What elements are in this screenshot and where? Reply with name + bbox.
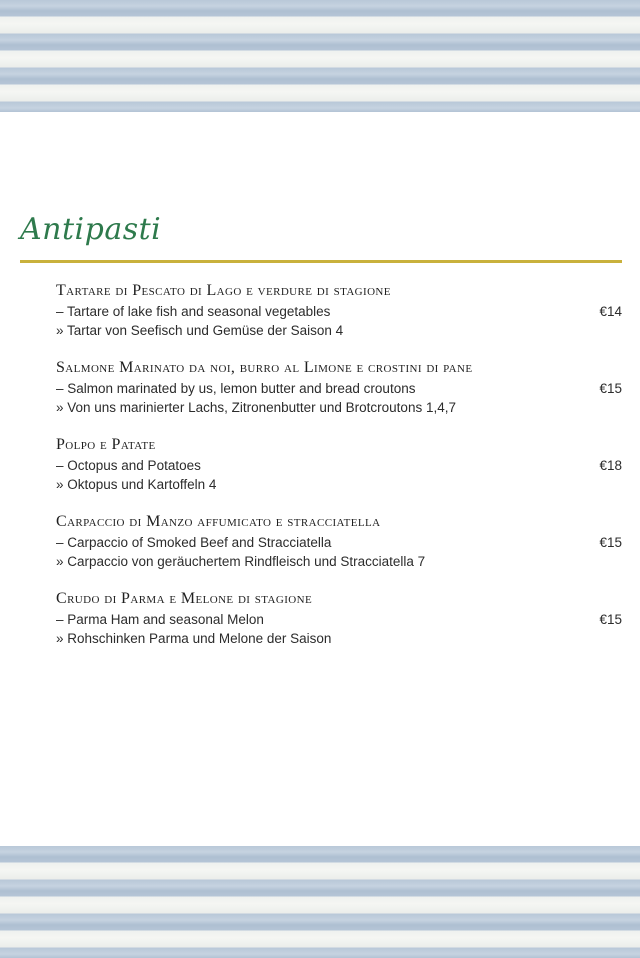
menu-items <box>56 280 622 665</box>
item-price: €14 <box>599 304 622 319</box>
item-german: » Von uns marinierter Lachs, Zitronenbutter und Brotcroutons 1,4,7 <box>56 400 456 415</box>
item-english: – Octopus and Potatoes <box>56 458 201 473</box>
menu-item <box>56 511 622 588</box>
item-english: – Parma Ham and seasonal Melon <box>56 612 264 627</box>
item-german: » Tartar von Seefisch und Gemüse der Saison 4 <box>56 323 344 338</box>
menu-item <box>56 434 622 511</box>
item-price: €15 <box>599 535 622 550</box>
item-title: Tartare di Pescato di Lago e verdure di stagione <box>56 282 391 299</box>
item-english: – Carpaccio of Smoked Beef and Stracciatella <box>56 535 332 550</box>
decorative-stripes-bottom <box>0 846 640 958</box>
item-price: €15 <box>599 612 622 627</box>
item-german: » Oktopus und Kartoffeln 4 <box>56 477 217 492</box>
item-price: €18 <box>599 458 622 473</box>
item-title: Crudo di Parma e Melone di stagione <box>56 590 313 607</box>
menu-item <box>56 357 622 434</box>
item-title: Carpaccio di Manzo affumicato e stracciatella <box>56 513 381 530</box>
item-title: Polpo e Patate <box>56 436 156 453</box>
item-price: €15 <box>599 381 622 396</box>
item-title: Salmone Marinato da noi, burro al Limone e crostini di pane <box>56 359 473 376</box>
item-english: – Tartare of lake fish and seasonal vegetables <box>56 304 331 319</box>
section-title: Antipasti <box>20 212 162 247</box>
decorative-stripes-top <box>0 0 640 112</box>
menu-item <box>56 588 622 665</box>
item-german: » Carpaccio von geräuchertem Rindfleisch und Stracciatella 7 <box>56 554 426 569</box>
item-german: » Rohschinken Parma und Melone der Saison <box>56 631 332 646</box>
menu-item <box>56 280 622 357</box>
title-divider <box>20 260 622 263</box>
item-english: – Salmon marinated by us, lemon butter and bread croutons <box>56 381 416 396</box>
